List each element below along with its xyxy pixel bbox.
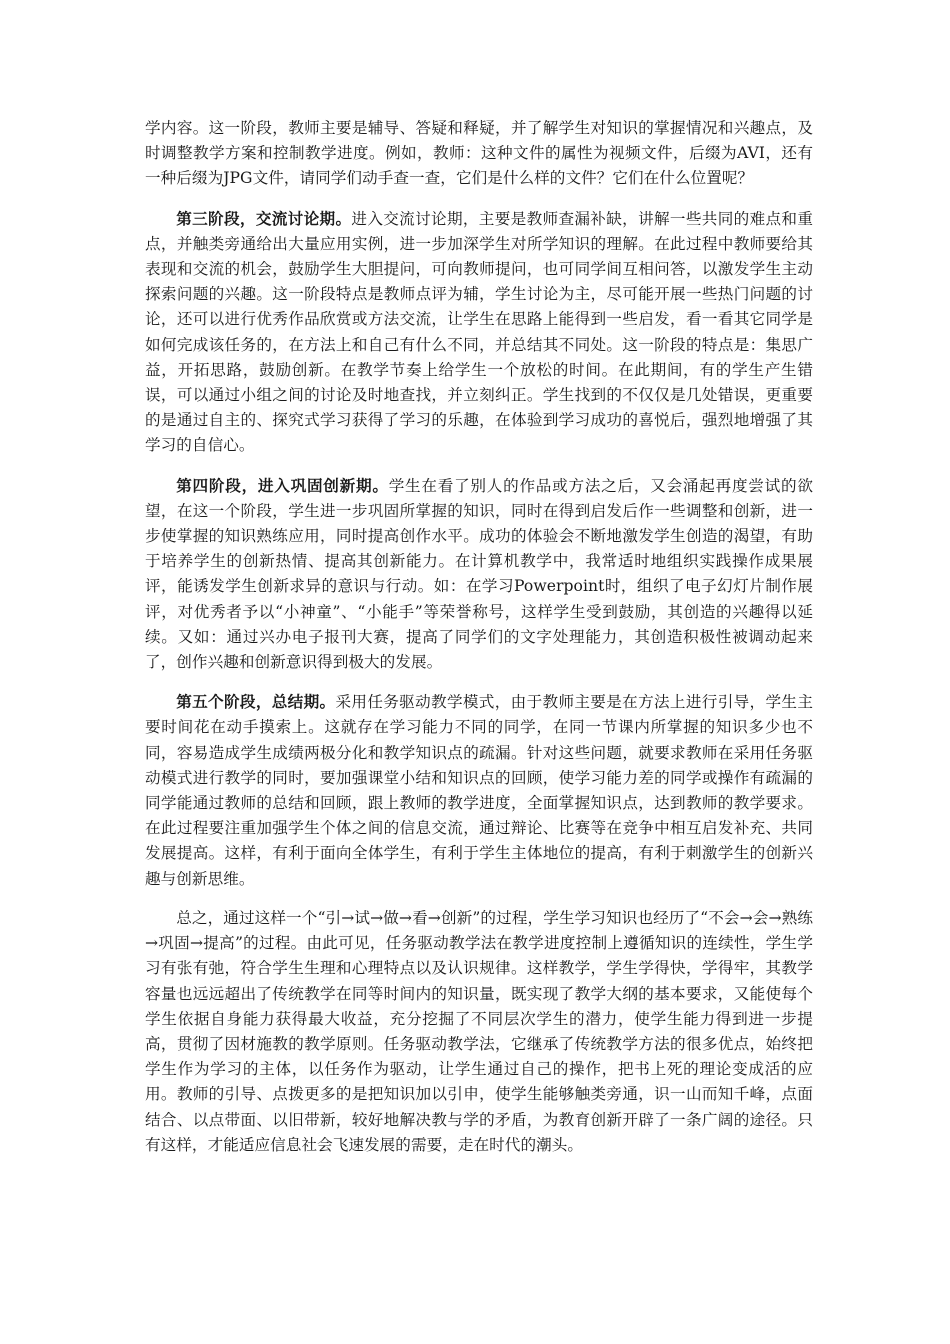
paragraph-text: 总之，通过这样一个“引→试→做→看→创新”的过程，学生学习知识也经历了“不会→会→熟练→巩固→提高”的过程。由此可见，任务驱动教学法在教学进度控制上遵循知识的连续性，学生学习有张有弛，符合学生生理和心理特点以及认识规律。这样教学，学生学得快，学得牢，其教学容量也远远超出了传统教学在同等时间内的知识量，既实现了教学大纲的基本要求，又能使每个学生依据自身能力获得最大收益，充分挖掘了不同层次学生的潜力，使学生能力得到进一步提高，贯彻了因材施教的教学原则。任务驱动教学法，它继承了传统教学方法的很多优点，始终把学生作为学习的主体，以任务作为驱动，让学生通过自己的操作，把书上死的理论变成活的应用。教师的引导、点拨更多的是把知识加以引申，使学生能够触类旁通，识一山而知千峰，点面结合、以点带面、以旧带新，较好地解决教与学的矛盾，为教育创新开辟了一条广阔的途径。只有这样，才能适应信息社会飞速发展的需要，走在时代的潮头。 (145, 908, 813, 1154)
paragraph-text: 进入交流讨论期，主要是教师查漏补缺，讲解一些共同的难点和重点，并触类旁通给出大量应用实例，进一步加深学生对所学知识的理解。在此过程中教师要给其表现和交流的机会，鼓励学生大胆提问，可向教师提问，也可同学间互相问答，以激发学生主动探索问题的兴趣。这一阶段特点是教师点评为辅，学生讨论为主，尽可能开展一些热门问题的讨论，还可以进行优秀作品欣赏或方法交流，让学生在思路上能得到一些启发，看一看其它同学是如何完成该任务的，在方法上和自己有什么不同，并总结其不同处。这一阶段的特点是：集思广益，开拓思路，鼓励创新。在教学节奏上给学生一个放松的时间。在此期间，有的学生产生错误，可以通过小组之间的讨论及时地查找，并立刻纠正。学生找到的不仅仅是几处错误，更重要的是通过自主的、探究式学习获得了学习的乐趣，在体验到学习成功的喜悦后，强烈地增强了其学习的自信心。 (145, 209, 813, 455)
paragraph-text: 采用任务驱动教学模式，由于教师主要是在方法上进行引导，学生主要时间花在动手摸索上。这就存在学习能力不同的同学，在同一节课内所掌握的知识多少也不同，容易造成学生成绩两极分化和教学知识点的疏漏。针对这些问题，就要求教师在采用任务驱动模式进行教学的同时，要加强课堂小结和知识点的回顾，使学习能力差的同学或操作有疏漏的同学能通过教师的总结和回顾，跟上教师的教学进度，全面掌握知识点，达到教师的教学要求。在此过程要注重加强学生个体之间的信息交流，通过辩论、比赛等在竞争中相互启发补充、共同发展提高。这样，有利于面向全体学生，有利于学生主体地位的提高，有利于刺激学生的创新兴趣与创新思维。 (145, 693, 813, 888)
paragraph-intro-continuation (145, 116, 813, 192)
paragraph-conclusion (145, 906, 813, 1158)
paragraph-heading: 第三阶段，交流讨论期。 (176, 208, 352, 228)
paragraph-text: 学内容。这一阶段，教师主要是辅导、答疑和释疑，并了解学生对知识的掌握情况和兴趣点，及时调整教学方案和控制教学进度。例如，教师：这种文件的属性为视频文件，后缀为AVI，还有一种后缀为JPG文件，请同学们动手查一查，它们是什么样的文件？它们在什么位置呢？ (145, 119, 813, 188)
paragraph-heading: 第五个阶段，总结期。 (176, 692, 336, 712)
paragraph-text: 学生在看了别人的作品或方法之后，又会涌起再度尝试的欲望，在这一个阶段，学生进一步巩固所掌握的知识，同时在得到启发后作一些调整和创新，进一步使掌握的知识熟练应用，同时提高创作水平。成功的体验会不断地激发学生创造的渴望，有助于培养学生的创新热情、提高其创新能力。在计算机教学中，我常适时地组织实践操作成果展评，能诱发学生创新求异的意识与行动。如：在学习Powerpoint时，组织了电子幻灯片制作展评，对优秀者予以“小神童”、“小能手”等荣誉称号，这样学生受到鼓励，其创造的兴趣得以延续。又如：通过兴办电子报刊大赛，提高了同学们的文字处理能力，其创造积极性被调动起来了，创作兴趣和创新意识得到极大的发展。 (145, 476, 813, 672)
paragraph-stage-four (145, 473, 813, 676)
paragraph-heading: 第四阶段，进入巩固创新期。 (176, 475, 389, 495)
paragraph-stage-five (145, 689, 813, 892)
document-body (145, 116, 813, 1172)
paragraph-stage-three (145, 206, 813, 459)
